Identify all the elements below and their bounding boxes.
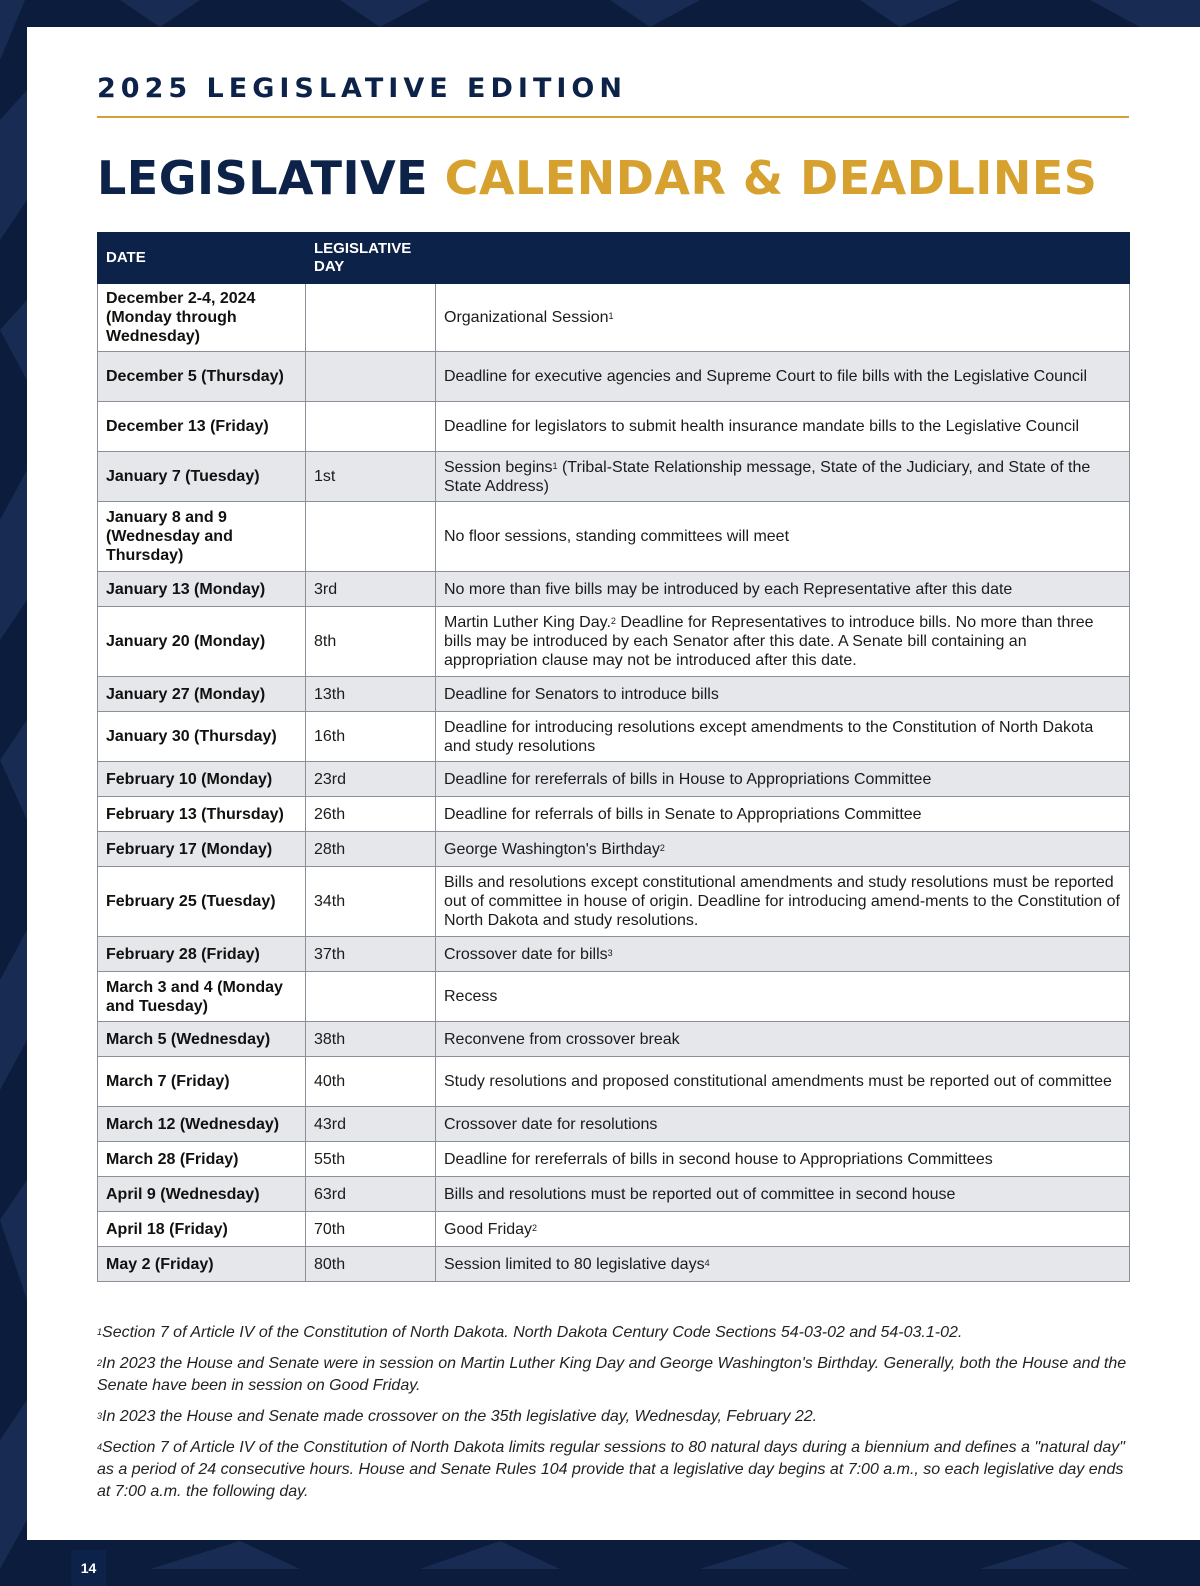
header-legislative-day: LEGISLATIVE DAY — [306, 233, 436, 284]
row-legislative-day — [306, 502, 436, 572]
row-date: December 13 (Friday) — [98, 402, 306, 452]
table-row — [98, 937, 1130, 972]
table-row — [98, 1212, 1130, 1247]
table-row — [98, 797, 1130, 832]
row-date: February 13 (Thursday) — [98, 797, 306, 832]
footnote-number: 4 — [97, 1442, 103, 1452]
row-event — [436, 972, 1130, 1022]
row-legislative-day: 23rd — [306, 762, 436, 797]
row-date: April 9 (Wednesday) — [98, 1177, 306, 1212]
table-row — [98, 402, 1130, 452]
row-event — [436, 677, 1130, 712]
row-legislative-day: 16th — [306, 712, 436, 762]
footnote — [97, 1353, 1132, 1397]
edition-heading: 2025 LEGISLATIVE EDITION — [97, 73, 627, 104]
table-row — [98, 572, 1130, 607]
table-row — [98, 867, 1130, 937]
row-legislative-day: 28th — [306, 832, 436, 867]
footnote-number: 3 — [97, 1411, 103, 1421]
table-row — [98, 284, 1130, 352]
row-legislative-day: 34th — [306, 867, 436, 937]
row-event — [436, 797, 1130, 832]
event-text: No more than five bills may be introduced by each Representative after this date — [444, 580, 1013, 598]
row-date: May 2 (Friday) — [98, 1247, 306, 1282]
row-legislative-day: 26th — [306, 797, 436, 832]
row-legislative-day: 43rd — [306, 1107, 436, 1142]
row-date: January 27 (Monday) — [98, 677, 306, 712]
row-date: March 5 (Wednesday) — [98, 1022, 306, 1057]
row-event — [436, 572, 1130, 607]
row-event — [436, 402, 1130, 452]
row-date: March 3 and 4 (Monday and Tuesday) — [98, 972, 306, 1022]
event-text: Deadline for Representatives to introduce bills. No more than three bills may be introduced by each Senator after this date. A Senate bill containing an appropriation clause may not be introduced after this date. — [444, 614, 1094, 669]
row-date: January 20 (Monday) — [98, 607, 306, 677]
footnote-ref: 1 — [552, 460, 558, 471]
event-text: Bills and resolutions except constitutional amendments and study resolutions must be reported out of committee in house of origin. Deadline for introducing amend-ments to the Constitution of North Dakota and study resolutions. — [444, 874, 1120, 929]
table-row — [98, 972, 1130, 1022]
footnote-ref: 3 — [607, 947, 613, 958]
table-row — [98, 352, 1130, 402]
title-part-1: LEGISLATIVE — [97, 151, 429, 205]
table-row — [98, 1057, 1130, 1107]
gold-divider — [97, 116, 1129, 118]
row-event — [436, 607, 1130, 677]
row-event — [436, 1142, 1130, 1177]
footnote-text: Section 7 of Article IV of the Constitution of North Dakota. North Dakota Century Code Sections 54-03-02 and 54-03.1-02. — [102, 1324, 963, 1341]
header-date: DATE — [98, 233, 306, 284]
row-event — [436, 832, 1130, 867]
row-date: February 17 (Monday) — [98, 832, 306, 867]
table-row — [98, 832, 1130, 867]
event-text: George Washington's Birthday — [444, 840, 660, 858]
table-row — [98, 1022, 1130, 1057]
footnote-ref: 1 — [608, 311, 614, 321]
row-event — [436, 352, 1130, 402]
table-row — [98, 452, 1130, 502]
event-text: Crossover date for bills — [444, 945, 608, 963]
event-text: Crossover date for resolutions — [444, 1115, 658, 1133]
row-event — [436, 1247, 1130, 1282]
footnote-text: In 2023 the House and Senate were in session on Martin Luther King Day and George Washington's Birthday. Generally, both the House and the Senate have been in session on Good Friday. — [97, 1355, 1127, 1394]
table-row — [98, 1247, 1130, 1282]
row-date: February 10 (Monday) — [98, 762, 306, 797]
row-legislative-day: 37th — [306, 937, 436, 972]
row-legislative-day: 70th — [306, 1212, 436, 1247]
table-row — [98, 1107, 1130, 1142]
page-number: 14 — [71, 1550, 106, 1586]
event-text: Martin Luther King Day. — [444, 614, 611, 631]
calendar-table — [97, 232, 1130, 1282]
event-text: Deadline for referrals of bills in Senate to Appropriations Committee — [444, 805, 922, 823]
footnote-ref: 2 — [610, 616, 616, 626]
event-text: Session begins — [444, 458, 553, 476]
event-text: Deadline for executive agencies and Supreme Court to file bills with the Legislative Council — [444, 368, 1088, 385]
row-legislative-day: 1st — [306, 452, 436, 502]
row-legislative-day: 80th — [306, 1247, 436, 1282]
row-date: February 25 (Tuesday) — [98, 867, 306, 937]
event-text: Reconvene from crossover break — [444, 1030, 680, 1048]
table-row — [98, 712, 1130, 762]
page — [27, 27, 1200, 1576]
footnote-number: 1 — [97, 1327, 103, 1337]
row-date: April 18 (Friday) — [98, 1212, 306, 1247]
page-title — [97, 151, 1097, 205]
event-text: No floor sessions, standing committees will meet — [444, 528, 790, 545]
row-event — [436, 762, 1130, 797]
table-row — [98, 607, 1130, 677]
event-text: Study resolutions and proposed constitutional amendments must be reported out of committee — [444, 1073, 1112, 1090]
row-legislative-day — [306, 284, 436, 352]
table-row — [98, 1177, 1130, 1212]
event-text: Session limited to 80 legislative days — [444, 1255, 705, 1273]
row-date: December 5 (Thursday) — [98, 352, 306, 402]
table-row — [98, 762, 1130, 797]
footnote-text: In 2023 the House and Senate made crossover on the 35th legislative day, Wednesday, February 22. — [102, 1408, 818, 1425]
row-legislative-day — [306, 402, 436, 452]
row-event — [436, 502, 1130, 572]
footnote — [97, 1406, 1132, 1428]
event-text: Bills and resolutions must be reported out of committee in second house — [444, 1185, 956, 1203]
event-text: Deadline for Senators to introduce bills — [444, 685, 719, 703]
row-date: January 7 (Tuesday) — [98, 452, 306, 502]
row-date: January 8 and 9 (Wednesday and Thursday) — [98, 502, 306, 572]
row-event — [436, 1107, 1130, 1142]
row-date: January 13 (Monday) — [98, 572, 306, 607]
row-date: February 28 (Friday) — [98, 937, 306, 972]
footnote-ref: 2 — [659, 842, 665, 853]
row-legislative-day: 55th — [306, 1142, 436, 1177]
table-header-row — [98, 233, 1130, 284]
row-event — [436, 867, 1130, 937]
event-text: Recess — [444, 988, 498, 1005]
row-date: March 7 (Friday) — [98, 1057, 306, 1107]
row-legislative-day: 38th — [306, 1022, 436, 1057]
footnote-ref: 2 — [532, 1222, 538, 1233]
row-event — [436, 1057, 1130, 1107]
title-part-2: CALENDAR & DEADLINES — [444, 151, 1098, 205]
row-event — [436, 937, 1130, 972]
event-text: Deadline for legislators to submit health insurance mandate bills to the Legislative Council — [444, 418, 1080, 435]
row-event — [436, 284, 1130, 352]
table-row — [98, 677, 1130, 712]
row-legislative-day — [306, 972, 436, 1022]
event-text: Good Friday — [444, 1220, 533, 1238]
footnote — [97, 1437, 1132, 1503]
footnotes — [97, 1322, 1132, 1512]
table-row — [98, 1142, 1130, 1177]
row-event — [436, 1177, 1130, 1212]
event-text: (Tribal-State Relationship message, State of the Judiciary, and State of the State Address) — [444, 458, 1091, 495]
row-legislative-day — [306, 352, 436, 402]
header-event — [436, 233, 1130, 284]
footnote — [97, 1322, 1132, 1344]
row-date: March 12 (Wednesday) — [98, 1107, 306, 1142]
row-date: December 2-4, 2024 (Monday through Wednesday) — [98, 284, 306, 352]
row-event — [436, 712, 1130, 762]
row-legislative-day: 40th — [306, 1057, 436, 1107]
row-legislative-day: 13th — [306, 677, 436, 712]
footnote-ref: 4 — [704, 1257, 710, 1268]
row-legislative-day: 8th — [306, 607, 436, 677]
footnote-text: Section 7 of Article IV of the Constitution of North Dakota limits regular sessions to 80 natural days during a biennium and defines a "natural day" as a period of 24 consecutive hours. House and Senate Rules 104 provide that a legislative day begins at 7:00 a.m., so each legislative day ends at 7:00 a.m. the following day. — [97, 1439, 1125, 1500]
event-text: Deadline for introducing resolutions except amendments to the Constitution of North Dakota and study resolutions — [444, 718, 1094, 755]
table-row — [98, 502, 1130, 572]
footnote-number: 2 — [97, 1358, 103, 1368]
row-event — [436, 1212, 1130, 1247]
row-date: March 28 (Friday) — [98, 1142, 306, 1177]
row-event — [436, 452, 1130, 502]
row-legislative-day: 3rd — [306, 572, 436, 607]
event-text: Organizational Session — [444, 309, 609, 326]
row-event — [436, 1022, 1130, 1057]
event-text: Deadline for rereferrals of bills in second house to Appropriations Committees — [444, 1150, 993, 1168]
row-date: January 30 (Thursday) — [98, 712, 306, 762]
event-text: Deadline for rereferrals of bills in House to Appropriations Committee — [444, 770, 932, 788]
row-legislative-day: 63rd — [306, 1177, 436, 1212]
